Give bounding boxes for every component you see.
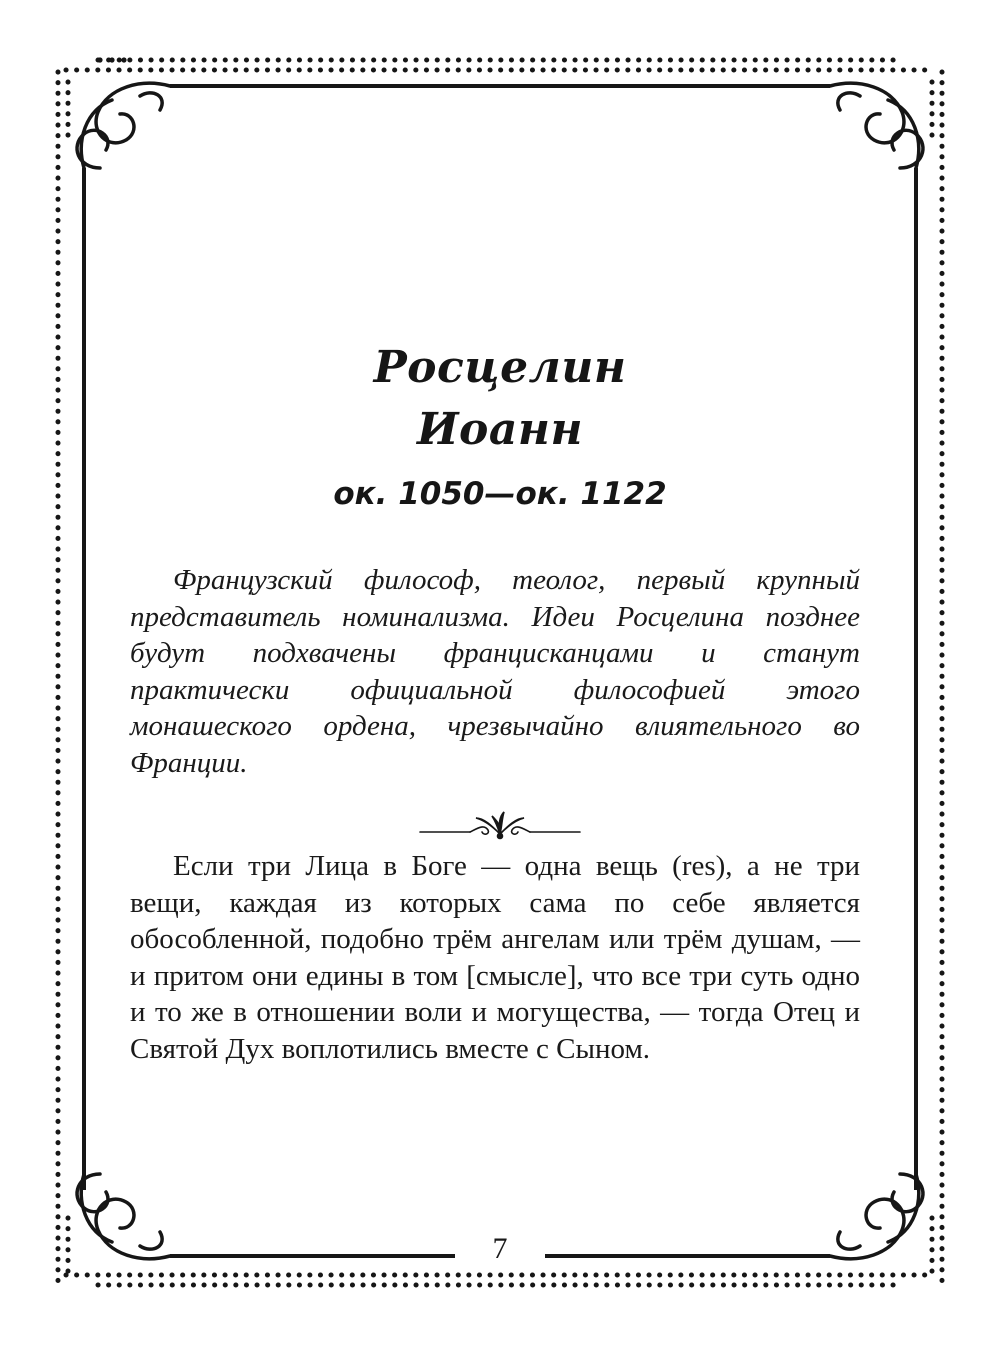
page-number: 7 bbox=[492, 1232, 508, 1265]
biography-paragraph: Французский философ, теолог, первый крупный представитель номинализма. Идеи Росцелина позднее будут подхвачены францисканцами и станут практически официальной философией этого монашеского ордена, чрезвычайно влиятельного во Франции. bbox=[130, 564, 860, 779]
divider-ornament bbox=[418, 808, 582, 844]
life-dates: ок. 1050—ок. 1122 bbox=[333, 476, 667, 512]
quote-paragraph: Если три Лица в Боге — одна вещь (res), а не три вещи, каждая из которых сама по себе является обособленной, подобно трём ангелам или трём душам, — и притом они едины в том [смысле], что все три суть одно и то же в отношении воли и могущества, — тогда Отец и Святой Дух воплотились вместе с Сыном. bbox=[130, 850, 860, 1065]
corner-ornament-top-right bbox=[830, 83, 923, 168]
corner-ornament-bottom-right bbox=[830, 1174, 923, 1259]
title-given-name: Иоанн bbox=[416, 404, 584, 455]
corner-ornament-top-left bbox=[77, 83, 170, 168]
dotted-border-top bbox=[97, 57, 126, 62]
title-surname: Росцелин bbox=[373, 342, 627, 393]
corner-ornament-bottom-left bbox=[77, 1174, 170, 1259]
